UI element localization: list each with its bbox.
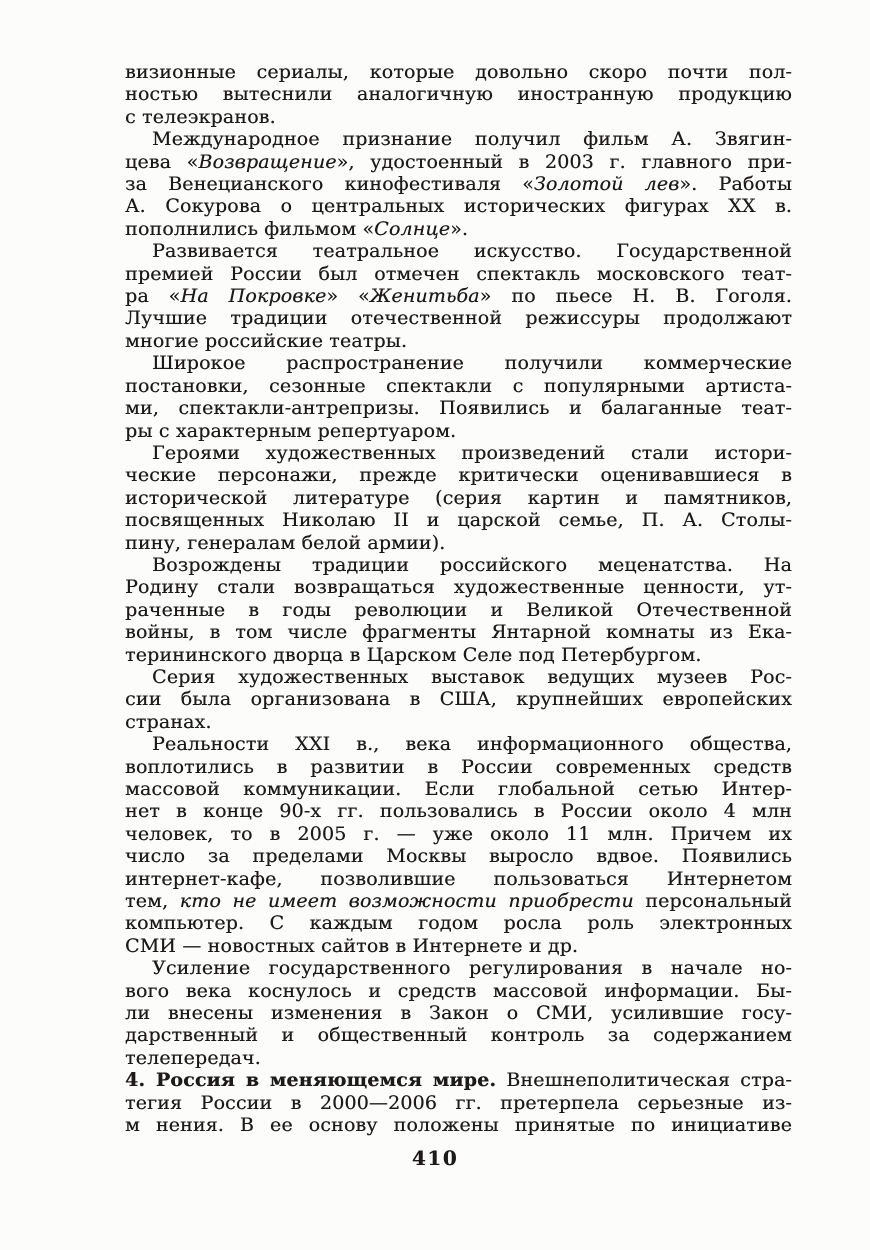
text-line: человек, то в 2005 г. — уже около 11 млн. Причем их	[125, 822, 792, 845]
text-line: тегия России в 2000—2006 гг. претерпела серьезные из-	[125, 1091, 792, 1114]
text-line: многие российские театры.	[125, 329, 408, 352]
text-line: ли внесены изменения в Закон о СМИ, усилившие госу-	[125, 1002, 792, 1025]
text-line: массовой коммуникации. Если глобальной сетью Интер-	[125, 778, 792, 800]
text-line: странах.	[125, 710, 212, 733]
text-line: посвященных Николаю II и царской семье, П. А. Столы-	[125, 509, 792, 532]
text-line: Возрождены традиции российского меценатства. На	[152, 553, 792, 576]
text-line: число за пределами Москвы выросло вдвое. Появились	[125, 845, 792, 868]
text-line: визионные сериалы, которые довольно скоро почти пол-	[125, 61, 792, 83]
text-line: войны, в том числе фрагменты Янтарной комнаты из Ека-	[125, 621, 792, 644]
text-line: Родину стали возвращаться художественные ценности, ут-	[125, 576, 792, 599]
text-line: А. Сокурова о центральных исторических фигурах XX в.	[125, 195, 792, 218]
text-line: м нения. В ее основу положены принятые по инициативе	[125, 1114, 792, 1137]
text-line: нет в конце 90-х гг. пользовались в России около 4 млн	[125, 800, 792, 823]
text-line: Усиление государственного регулирования в начале но-	[152, 957, 792, 980]
text-line: с телеэкранов.	[125, 105, 276, 128]
paragraph	[125, 554, 792, 666]
text-line: терининского дворца в Царском Селе под Петербургом.	[125, 643, 702, 666]
text-line: вого века коснулось и средств массовой информации. Бы-	[125, 979, 792, 1002]
text-line: раченные в годы революции и Великой Отечественной	[125, 598, 792, 621]
paragraph	[125, 733, 792, 957]
text-line: ностью вытеснили аналогичную иностранную продукцию	[125, 83, 792, 106]
paragraph	[125, 957, 792, 1069]
text-line: постановки, сезонные спектакли с популярными артиста-	[125, 374, 792, 397]
text-line: ми, спектакли-антрепризы. Появились и балаганные теат-	[125, 397, 792, 420]
text-line: Лучшие традиции отечественной режиссуры продолжают	[125, 307, 792, 330]
paragraph	[125, 442, 792, 554]
text-line: Развивается театральное искусство. Государственной	[152, 240, 792, 263]
paragraph	[125, 128, 792, 240]
text-line: тем, кто не имеет возможности приобрести персональный	[125, 890, 792, 913]
paragraph	[125, 61, 792, 128]
page-number: 410	[411, 1146, 459, 1170]
text-line: компьютер. С каждым годом росла роль электронных	[125, 912, 792, 935]
text-line: цева «Возвращение», удостоенный в 2003 г. главного при-	[125, 150, 792, 173]
text-line: ры с характерным репертуаром.	[125, 419, 457, 442]
text-line: 4. Россия в меняющемся мире. Внешнеполитическая стра-	[125, 1069, 792, 1092]
text-line: Серия художественных выставок ведущих музеев Рос-	[152, 665, 792, 688]
text-line: ра «На Покровке» «Женитьба» по пьесе Н. В. Гоголя.	[125, 285, 792, 308]
text-line: премией России был отмечен спектакль московского теат-	[125, 262, 792, 285]
text-line: ческие персонажи, прежде критически оценивавшиеся в	[125, 464, 792, 487]
text-line: дарственный и общественный контроль за содержанием	[125, 1024, 792, 1047]
paragraph	[125, 1069, 792, 1136]
text-line: Широкое распространение получили коммерческие	[152, 352, 792, 375]
text-line: пополнились фильмом «Солнце».	[125, 217, 469, 240]
text-line: Реальности XXI в., века информационного общества,	[152, 733, 792, 756]
paragraph	[125, 666, 792, 733]
text-line: пину, генералам белой армии).	[125, 531, 446, 554]
text-line: телепередач.	[125, 1046, 261, 1069]
text-line: за Венецианского кинофестиваля «Золотой лев». Работы	[125, 173, 792, 196]
text-line: интернет-кафе, позволившие пользоваться Интернетом	[125, 867, 792, 890]
paragraph	[125, 240, 792, 352]
text-line: Героями художественных произведений стали истори-	[152, 441, 792, 464]
text-line: исторической литературе (серия картин и памятников,	[125, 486, 792, 509]
text-line: Международное признание получил фильм А. Звягин-	[152, 128, 792, 151]
text-column	[125, 61, 792, 1137]
text-line: сии была организована в США, крупнейших европейских	[125, 688, 792, 711]
text-line: воплотились в развитии в России современных средств	[125, 755, 792, 778]
paragraph	[125, 352, 792, 442]
text-line: СМИ — новостных сайтов в Интернете и др.	[125, 934, 579, 957]
